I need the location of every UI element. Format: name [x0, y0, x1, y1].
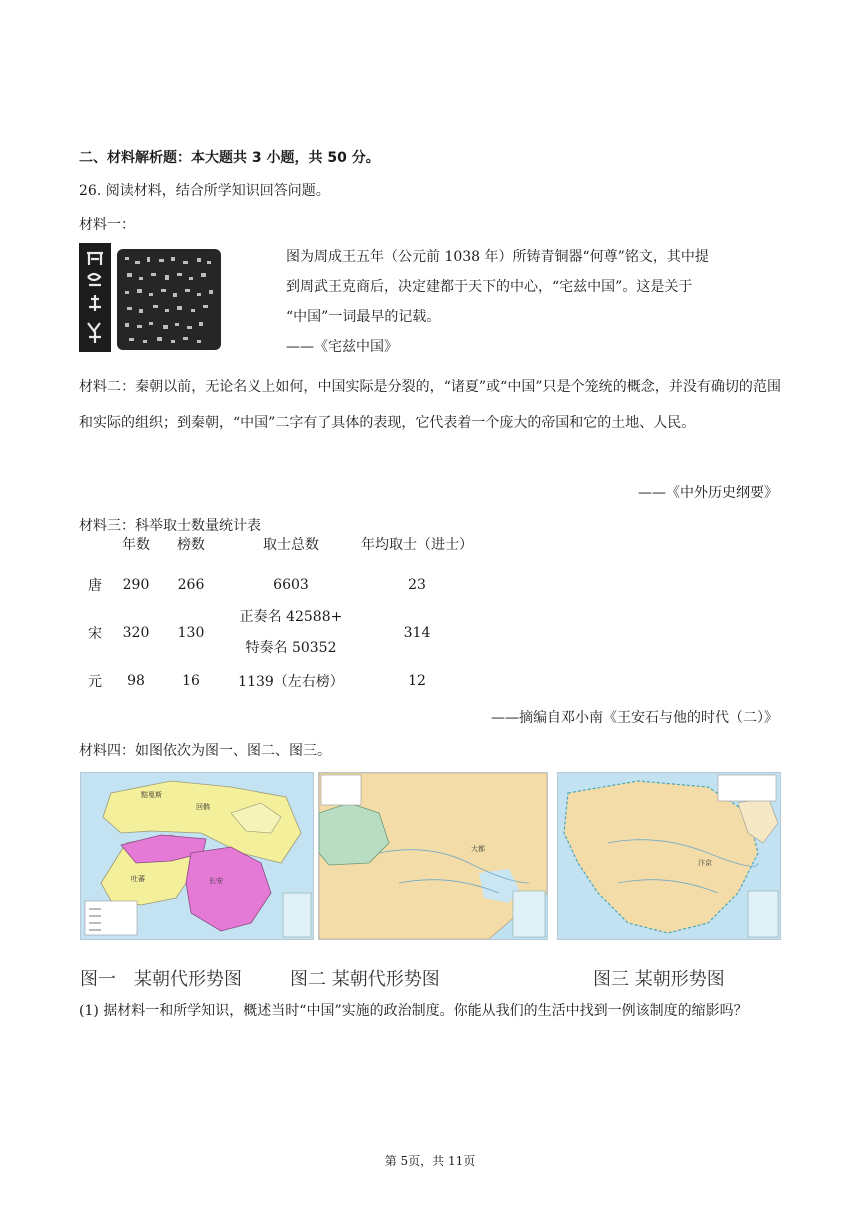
table-header	[79, 534, 111, 568]
avg-cell: 12	[408, 673, 426, 689]
inscription-image	[79, 243, 221, 352]
lists-cell: 16	[182, 673, 200, 689]
table-row	[79, 568, 473, 602]
material2-text: 材料二：秦朝以前，无论名义上如何，中国实际是分裂的，“诸夏”或“中国”只是个笼统的概念，并没有确切的范围和实际的组织；到秦朝，“中国”二字有了具体的表现，它代表着一个庞大的帝国和它的土地、人民。	[79, 379, 781, 431]
map-figure-1	[80, 772, 314, 940]
material1-text-line2: 到周武王克商后，决定建都于天下的中心，“宅兹中国”。这是关于	[286, 279, 693, 295]
avg-cell: 314	[403, 625, 431, 641]
map3-label-bianjing: 汴京	[698, 859, 712, 867]
material1-text-line1: 图为周成王五年（公元前 1038 年）所铸青铜器“何尊”铭文，其中提	[286, 249, 709, 265]
map1-label-changan: 长安	[209, 877, 223, 885]
years-cell: 320	[122, 625, 150, 641]
lists-cell: 130	[177, 625, 205, 641]
total-cell: 6603	[273, 577, 309, 593]
total-line2: 特奏名 50352	[245, 640, 337, 656]
material1-label: 材料一：	[79, 217, 135, 233]
section-title: 二、材料解析题：本大题共 3 小题，共 50 分。	[79, 150, 380, 166]
dynasty-cell: 宋	[88, 626, 102, 642]
table-header: 年数	[122, 537, 150, 553]
material2-source: ——《中外历史纲要》	[638, 485, 778, 501]
total-line1: 正奏名 42588+	[239, 609, 343, 625]
table-row	[79, 664, 473, 698]
map1-label-huihu: 回鹘	[196, 803, 210, 811]
map1-label-xiajiasi: 黠戛斯	[141, 791, 162, 799]
table-header: 取士总数	[263, 537, 319, 553]
material1-text-line3: “中国”一词最早的记载。	[286, 309, 441, 325]
table-header-row	[79, 534, 473, 568]
material1-source: ——《宅兹中国》	[286, 339, 398, 355]
table-row	[79, 602, 473, 664]
page-footer: 第 5页，共 11页	[384, 1154, 476, 1168]
years-cell: 98	[127, 673, 145, 689]
total-cell: 1139（左右榜）	[238, 674, 344, 690]
map-figure-3	[557, 772, 781, 940]
map1-label-tubo: 吐蕃	[131, 875, 145, 883]
question-title: 26. 阅读材料，结合所学知识回答问题。	[79, 183, 330, 199]
question-1: (1) 据材料一和所学知识，概述当时“中国”实施的政治制度。你能从我们的生活中找到一例该制度的缩影吗？	[79, 1003, 748, 1019]
keju-table	[79, 534, 473, 698]
map-caption-1: 图一 某朝代形势图	[80, 969, 242, 990]
map-figure-2	[318, 772, 548, 940]
map2-label-dadu: 大都	[471, 845, 485, 853]
material3-source: ——摘编自邓小南《王安石与他的时代（二）》	[491, 710, 778, 726]
years-cell: 290	[122, 577, 150, 593]
material3-label: 材料三：科举取士数量统计表	[79, 518, 261, 534]
dynasty-cell: 唐	[88, 578, 102, 594]
avg-cell: 23	[408, 577, 426, 593]
table-header: 榜数	[177, 537, 205, 553]
map-caption-3: 图三 某朝形势图	[593, 969, 725, 990]
total-cell	[221, 602, 361, 664]
map-caption-2: 图二 某朝代形势图	[290, 969, 440, 990]
lists-cell: 266	[177, 577, 205, 593]
table-header: 年均取士（进士）	[361, 537, 473, 553]
dynasty-cell: 元	[88, 674, 102, 690]
material4-label: 材料四：如图依次为图一、图二、图三。	[79, 743, 331, 759]
